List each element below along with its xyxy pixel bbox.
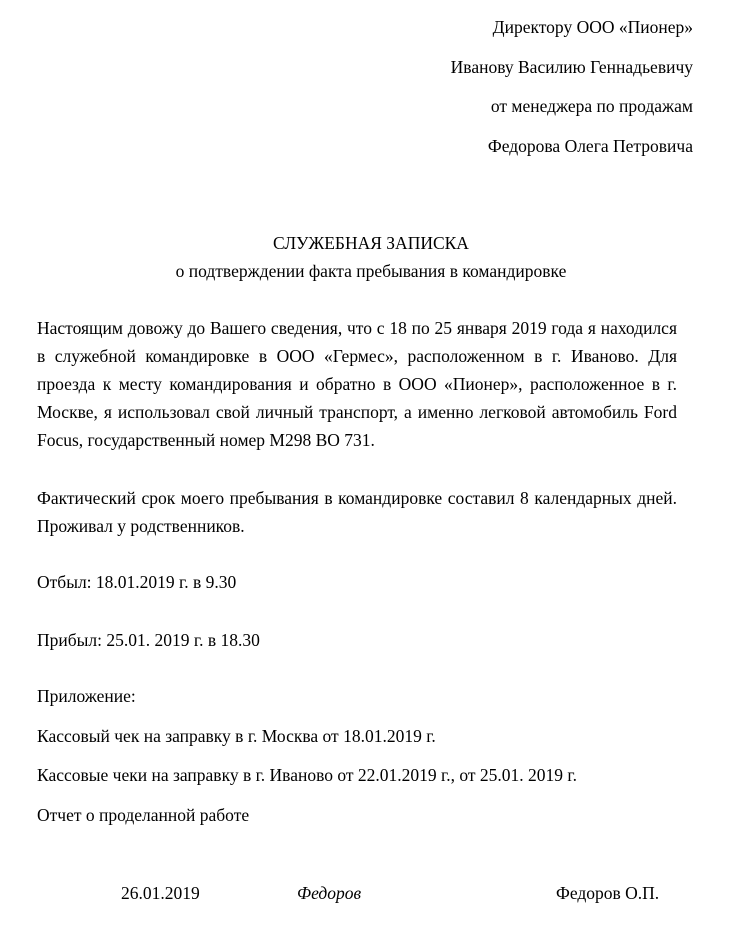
attachment-item: Отчет о проделанной работе	[37, 805, 250, 825]
signatory-name: Федоров О.П.	[556, 883, 660, 903]
attachment-item: Кассовый чек на заправку в г. Москва от 18.01.2019 г.	[37, 726, 436, 746]
handwritten-signature: Федоров	[297, 883, 362, 903]
body-paragraph-duration: Фактический срок моего пребывания в командировке составил 8 календарных дней. Проживал у родственников.	[37, 488, 677, 536]
departure-line: Отбыл: 18.01.2019 г. в 9.30	[37, 572, 237, 592]
attachment-item: Кассовые чеки на заправку в г. Иваново от 22.01.2019 г., от 25.01. 2019 г.	[37, 765, 577, 785]
body-paragraph-trip: Настоящим довожу до Вашего сведения, что с 18 по 25 января 2019 года я находился в служебной командировке в ООО «Гермес», расположенном в г. Иваново. Для проезда к месту командирования и обратно в ООО «Пионер», расположенное в г. Москве, я использовал свой личный транспорт, а именно легковой автомобиль Ford Focus, государственный номер М298 ВО 731.	[37, 318, 677, 450]
addressee-from-line: от менеджера по продажам	[490, 96, 693, 116]
addressee-sender-name: Федорова Олега Петровича	[487, 135, 693, 156]
arrival-line: Прибыл: 25.01. 2019 г. в 18.30	[37, 630, 260, 650]
document-title: СЛУЖЕБНАЯ ЗАПИСКА	[273, 233, 469, 253]
document-title-block	[0, 229, 742, 285]
addressee-director-line: Директору ООО «Пионер»	[492, 17, 693, 37]
addressee-block	[451, 8, 693, 166]
addressee-director-name: Иванову Василию Геннадьевичу	[450, 56, 693, 77]
document-subtitle: о подтверждении факта пребывания в командировке	[175, 261, 567, 281]
signature-date: 26.01.2019	[121, 883, 200, 903]
attachments-label: Приложение:	[37, 686, 136, 706]
